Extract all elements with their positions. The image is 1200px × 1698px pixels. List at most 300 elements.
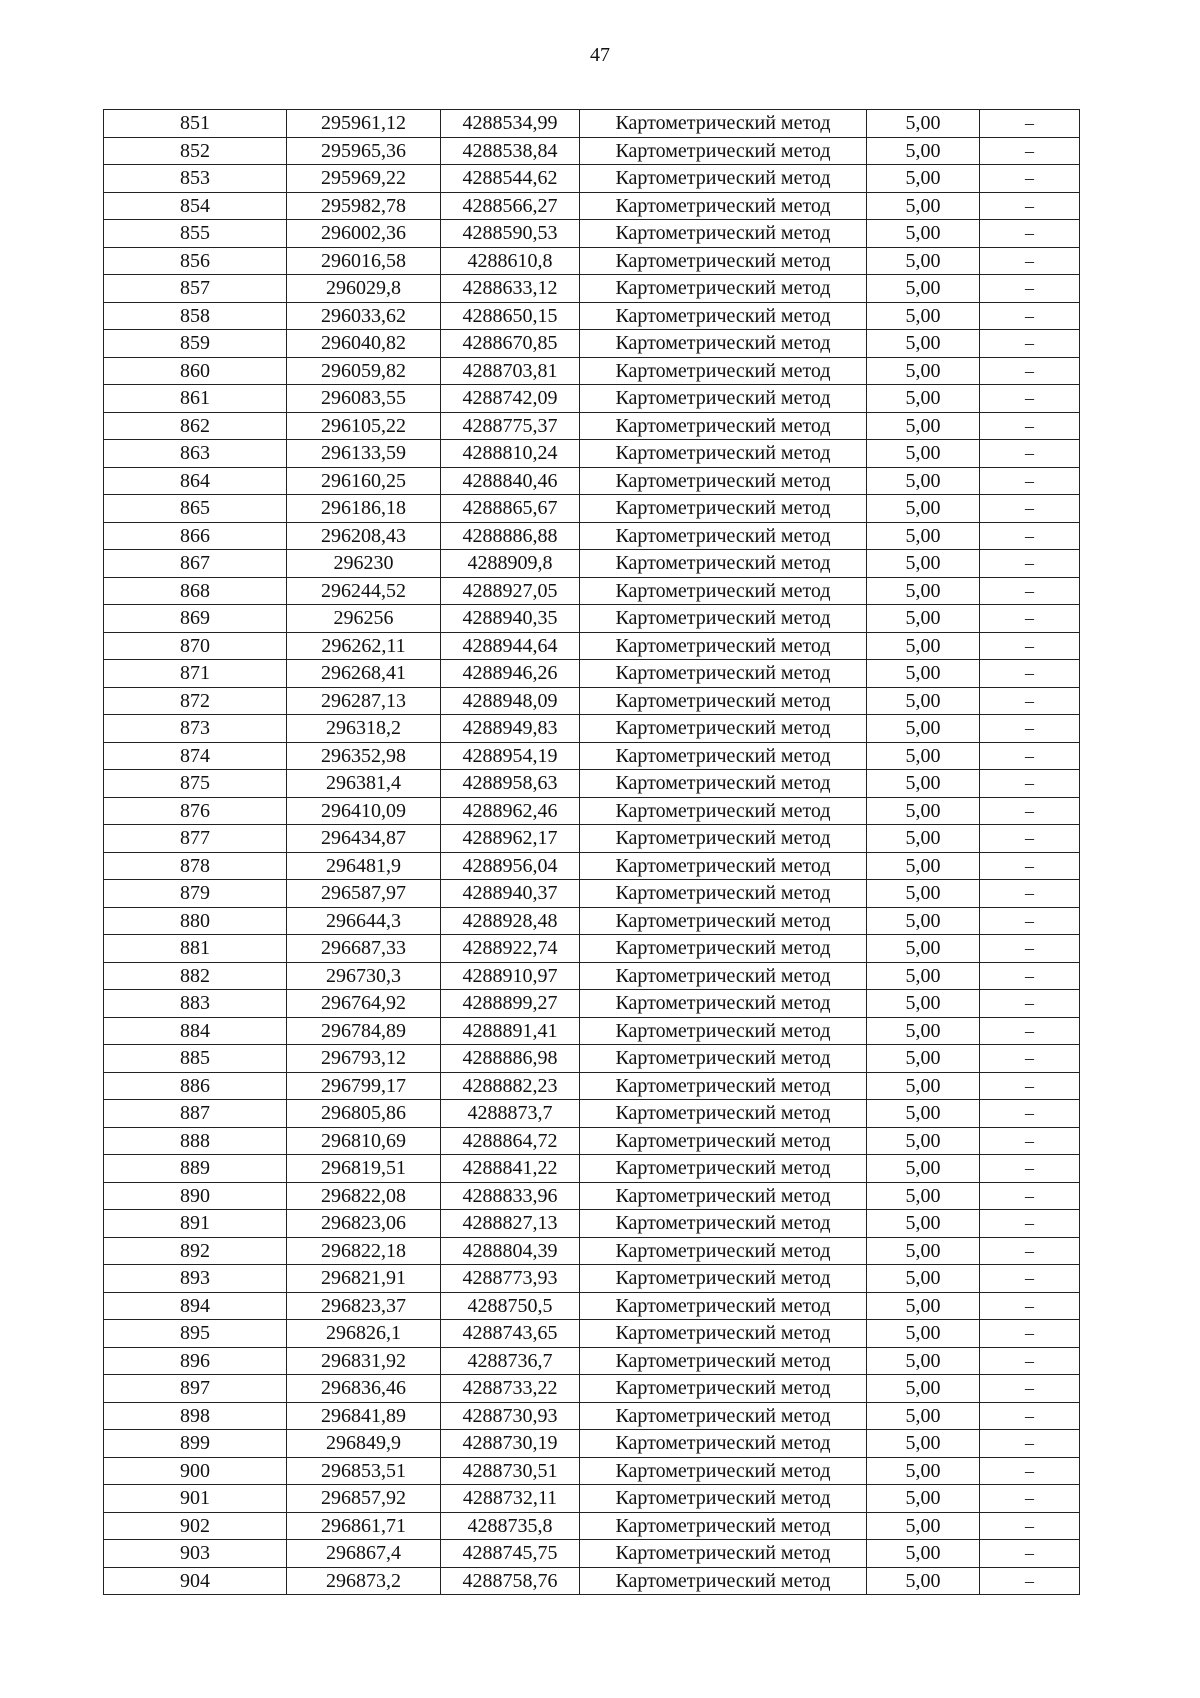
accuracy-cell: 5,00 — [867, 715, 980, 743]
method-cell: Картометрический метод — [580, 1320, 867, 1348]
table-row — [104, 1402, 1080, 1430]
dash-cell: – — [980, 412, 1080, 440]
x-coordinate-cell: 296799,17 — [287, 1072, 441, 1100]
table-row — [104, 742, 1080, 770]
x-coordinate-cell: 296853,51 — [287, 1457, 441, 1485]
point-number-cell: 881 — [104, 935, 287, 963]
table-row — [104, 412, 1080, 440]
y-coordinate-cell: 4288566,27 — [441, 192, 580, 220]
accuracy-cell: 5,00 — [867, 1072, 980, 1100]
accuracy-cell: 5,00 — [867, 1292, 980, 1320]
accuracy-cell: 5,00 — [867, 275, 980, 303]
y-coordinate-cell: 4288538,84 — [441, 137, 580, 165]
point-number-cell: 900 — [104, 1457, 287, 1485]
x-coordinate-cell: 296730,3 — [287, 962, 441, 990]
table-row — [104, 1567, 1080, 1595]
table-row — [104, 907, 1080, 935]
dash-cell: – — [980, 605, 1080, 633]
dash-cell: – — [980, 1265, 1080, 1293]
table-row — [104, 550, 1080, 578]
x-coordinate-cell: 296208,43 — [287, 522, 441, 550]
y-coordinate-cell: 4288732,11 — [441, 1485, 580, 1513]
dash-cell: – — [980, 1402, 1080, 1430]
accuracy-cell: 5,00 — [867, 385, 980, 413]
dash-cell: – — [980, 1567, 1080, 1595]
dash-cell: – — [980, 825, 1080, 853]
point-number-cell: 875 — [104, 770, 287, 798]
method-cell: Картометрический метод — [580, 1402, 867, 1430]
x-coordinate-cell: 296105,22 — [287, 412, 441, 440]
table-row — [104, 1237, 1080, 1265]
y-coordinate-cell: 4288864,72 — [441, 1127, 580, 1155]
y-coordinate-cell: 4288534,99 — [441, 110, 580, 138]
dash-cell: – — [980, 1182, 1080, 1210]
accuracy-cell: 5,00 — [867, 137, 980, 165]
dash-cell: – — [980, 385, 1080, 413]
method-cell: Картометрический метод — [580, 715, 867, 743]
method-cell: Картометрический метод — [580, 440, 867, 468]
accuracy-cell: 5,00 — [867, 687, 980, 715]
x-coordinate-cell: 296810,69 — [287, 1127, 441, 1155]
dash-cell: – — [980, 962, 1080, 990]
y-coordinate-cell: 4288873,7 — [441, 1100, 580, 1128]
point-number-cell: 864 — [104, 467, 287, 495]
accuracy-cell: 5,00 — [867, 1237, 980, 1265]
table-row — [104, 1457, 1080, 1485]
x-coordinate-cell: 296822,18 — [287, 1237, 441, 1265]
point-number-cell: 861 — [104, 385, 287, 413]
table-row — [104, 495, 1080, 523]
table-row — [104, 962, 1080, 990]
point-number-cell: 890 — [104, 1182, 287, 1210]
method-cell: Картометрический метод — [580, 247, 867, 275]
y-coordinate-cell: 4288703,81 — [441, 357, 580, 385]
method-cell: Картометрический метод — [580, 770, 867, 798]
dash-cell: – — [980, 1210, 1080, 1238]
method-cell: Картометрический метод — [580, 907, 867, 935]
method-cell: Картометрический метод — [580, 605, 867, 633]
dash-cell: – — [980, 275, 1080, 303]
accuracy-cell: 5,00 — [867, 1320, 980, 1348]
point-number-cell: 886 — [104, 1072, 287, 1100]
dash-cell: – — [980, 880, 1080, 908]
dash-cell: – — [980, 1127, 1080, 1155]
x-coordinate-cell: 296826,1 — [287, 1320, 441, 1348]
table-row — [104, 1292, 1080, 1320]
dash-cell: – — [980, 577, 1080, 605]
table-row — [104, 1265, 1080, 1293]
accuracy-cell: 5,00 — [867, 1457, 980, 1485]
table-row — [104, 1512, 1080, 1540]
point-number-cell: 867 — [104, 550, 287, 578]
point-number-cell: 858 — [104, 302, 287, 330]
accuracy-cell: 5,00 — [867, 110, 980, 138]
x-coordinate-cell: 296040,82 — [287, 330, 441, 358]
y-coordinate-cell: 4288962,46 — [441, 797, 580, 825]
dash-cell: – — [980, 192, 1080, 220]
y-coordinate-cell: 4288804,39 — [441, 1237, 580, 1265]
method-cell: Картометрический метод — [580, 1072, 867, 1100]
x-coordinate-cell: 296823,06 — [287, 1210, 441, 1238]
table-row — [104, 687, 1080, 715]
y-coordinate-cell: 4288899,27 — [441, 990, 580, 1018]
x-coordinate-cell: 296381,4 — [287, 770, 441, 798]
point-number-cell: 872 — [104, 687, 287, 715]
method-cell: Картометрический метод — [580, 137, 867, 165]
table-row — [104, 220, 1080, 248]
x-coordinate-cell: 296083,55 — [287, 385, 441, 413]
point-number-cell: 894 — [104, 1292, 287, 1320]
y-coordinate-cell: 4288670,85 — [441, 330, 580, 358]
point-number-cell: 852 — [104, 137, 287, 165]
method-cell: Картометрический метод — [580, 797, 867, 825]
point-number-cell: 873 — [104, 715, 287, 743]
table-row — [104, 577, 1080, 605]
x-coordinate-cell: 295961,12 — [287, 110, 441, 138]
y-coordinate-cell: 4288730,51 — [441, 1457, 580, 1485]
table-row — [104, 1320, 1080, 1348]
x-coordinate-cell: 296857,92 — [287, 1485, 441, 1513]
x-coordinate-cell: 296823,37 — [287, 1292, 441, 1320]
table-row — [104, 1430, 1080, 1458]
x-coordinate-cell: 296784,89 — [287, 1017, 441, 1045]
method-cell: Картометрический метод — [580, 1237, 867, 1265]
accuracy-cell: 5,00 — [867, 1430, 980, 1458]
y-coordinate-cell: 4288841,22 — [441, 1155, 580, 1183]
y-coordinate-cell: 4288910,97 — [441, 962, 580, 990]
dash-cell: – — [980, 495, 1080, 523]
coordinates-table — [103, 109, 1080, 1595]
point-number-cell: 899 — [104, 1430, 287, 1458]
table-row — [104, 330, 1080, 358]
method-cell: Картометрический метод — [580, 1485, 867, 1513]
table-row — [104, 1182, 1080, 1210]
y-coordinate-cell: 4288948,09 — [441, 687, 580, 715]
x-coordinate-cell: 296160,25 — [287, 467, 441, 495]
accuracy-cell: 5,00 — [867, 247, 980, 275]
method-cell: Картометрический метод — [580, 742, 867, 770]
x-coordinate-cell: 296822,08 — [287, 1182, 441, 1210]
y-coordinate-cell: 4288730,93 — [441, 1402, 580, 1430]
y-coordinate-cell: 4288633,12 — [441, 275, 580, 303]
x-coordinate-cell: 296861,71 — [287, 1512, 441, 1540]
point-number-cell: 868 — [104, 577, 287, 605]
dash-cell: – — [980, 550, 1080, 578]
method-cell: Картометрический метод — [580, 1457, 867, 1485]
y-coordinate-cell: 4288840,46 — [441, 467, 580, 495]
dash-cell: – — [980, 1347, 1080, 1375]
y-coordinate-cell: 4288736,7 — [441, 1347, 580, 1375]
x-coordinate-cell: 296016,58 — [287, 247, 441, 275]
y-coordinate-cell: 4288927,05 — [441, 577, 580, 605]
table-row — [104, 880, 1080, 908]
point-number-cell: 866 — [104, 522, 287, 550]
x-coordinate-cell: 296268,41 — [287, 660, 441, 688]
point-number-cell: 854 — [104, 192, 287, 220]
x-coordinate-cell: 296841,89 — [287, 1402, 441, 1430]
y-coordinate-cell: 4288810,24 — [441, 440, 580, 468]
accuracy-cell: 5,00 — [867, 302, 980, 330]
dash-cell: – — [980, 687, 1080, 715]
y-coordinate-cell: 4288949,83 — [441, 715, 580, 743]
point-number-cell: 869 — [104, 605, 287, 633]
y-coordinate-cell: 4288956,04 — [441, 852, 580, 880]
point-number-cell: 893 — [104, 1265, 287, 1293]
x-coordinate-cell: 296262,11 — [287, 632, 441, 660]
dash-cell: – — [980, 247, 1080, 275]
dash-cell: – — [980, 302, 1080, 330]
x-coordinate-cell: 296873,2 — [287, 1567, 441, 1595]
dash-cell: – — [980, 1292, 1080, 1320]
point-number-cell: 878 — [104, 852, 287, 880]
point-number-cell: 882 — [104, 962, 287, 990]
table-row — [104, 110, 1080, 138]
method-cell: Картометрический метод — [580, 550, 867, 578]
accuracy-cell: 5,00 — [867, 1347, 980, 1375]
x-coordinate-cell: 296133,59 — [287, 440, 441, 468]
method-cell: Картометрический метод — [580, 1265, 867, 1293]
accuracy-cell: 5,00 — [867, 1512, 980, 1540]
y-coordinate-cell: 4288650,15 — [441, 302, 580, 330]
y-coordinate-cell: 4288891,41 — [441, 1017, 580, 1045]
accuracy-cell: 5,00 — [867, 935, 980, 963]
table-row — [104, 935, 1080, 963]
dash-cell: – — [980, 357, 1080, 385]
table-row — [104, 275, 1080, 303]
method-cell: Картометрический метод — [580, 467, 867, 495]
point-number-cell: 855 — [104, 220, 287, 248]
table-row — [104, 770, 1080, 798]
table-row — [104, 852, 1080, 880]
table-row — [104, 165, 1080, 193]
x-coordinate-cell: 296186,18 — [287, 495, 441, 523]
point-number-cell: 883 — [104, 990, 287, 1018]
table-row — [104, 715, 1080, 743]
x-coordinate-cell: 296481,9 — [287, 852, 441, 880]
point-number-cell: 901 — [104, 1485, 287, 1513]
method-cell: Картометрический метод — [580, 330, 867, 358]
point-number-cell: 871 — [104, 660, 287, 688]
y-coordinate-cell: 4288735,8 — [441, 1512, 580, 1540]
method-cell: Картометрический метод — [580, 1017, 867, 1045]
accuracy-cell: 5,00 — [867, 660, 980, 688]
point-number-cell: 870 — [104, 632, 287, 660]
x-coordinate-cell: 296244,52 — [287, 577, 441, 605]
accuracy-cell: 5,00 — [867, 357, 980, 385]
accuracy-cell: 5,00 — [867, 797, 980, 825]
point-number-cell: 885 — [104, 1045, 287, 1073]
dash-cell: – — [980, 1017, 1080, 1045]
method-cell: Картометрический метод — [580, 962, 867, 990]
point-number-cell: 862 — [104, 412, 287, 440]
method-cell: Картометрический метод — [580, 660, 867, 688]
accuracy-cell: 5,00 — [867, 962, 980, 990]
method-cell: Картометрический метод — [580, 412, 867, 440]
x-coordinate-cell: 296410,09 — [287, 797, 441, 825]
accuracy-cell: 5,00 — [867, 1375, 980, 1403]
accuracy-cell: 5,00 — [867, 770, 980, 798]
point-number-cell: 891 — [104, 1210, 287, 1238]
accuracy-cell: 5,00 — [867, 1155, 980, 1183]
point-number-cell: 860 — [104, 357, 287, 385]
y-coordinate-cell: 4288833,96 — [441, 1182, 580, 1210]
table-row — [104, 522, 1080, 550]
method-cell: Картометрический метод — [580, 522, 867, 550]
table-row — [104, 1485, 1080, 1513]
table-row — [104, 440, 1080, 468]
method-cell: Картометрический метод — [580, 495, 867, 523]
y-coordinate-cell: 4288954,19 — [441, 742, 580, 770]
x-coordinate-cell: 296029,8 — [287, 275, 441, 303]
x-coordinate-cell: 296831,92 — [287, 1347, 441, 1375]
method-cell: Картометрический метод — [580, 357, 867, 385]
accuracy-cell: 5,00 — [867, 467, 980, 495]
y-coordinate-cell: 4288962,17 — [441, 825, 580, 853]
table-row — [104, 1100, 1080, 1128]
dash-cell: – — [980, 1512, 1080, 1540]
y-coordinate-cell: 4288882,23 — [441, 1072, 580, 1100]
table-row — [104, 192, 1080, 220]
dash-cell: – — [980, 220, 1080, 248]
method-cell: Картометрический метод — [580, 852, 867, 880]
dash-cell: – — [980, 1045, 1080, 1073]
x-coordinate-cell: 296587,97 — [287, 880, 441, 908]
coordinates-table-body — [104, 110, 1080, 1595]
y-coordinate-cell: 4288743,65 — [441, 1320, 580, 1348]
y-coordinate-cell: 4288544,62 — [441, 165, 580, 193]
table-row — [104, 137, 1080, 165]
point-number-cell: 903 — [104, 1540, 287, 1568]
y-coordinate-cell: 4288865,67 — [441, 495, 580, 523]
x-coordinate-cell: 296819,51 — [287, 1155, 441, 1183]
method-cell: Картометрический метод — [580, 165, 867, 193]
method-cell: Картометрический метод — [580, 687, 867, 715]
dash-cell: – — [980, 440, 1080, 468]
table-row — [104, 1540, 1080, 1568]
table-row — [104, 1155, 1080, 1183]
method-cell: Картометрический метод — [580, 1430, 867, 1458]
y-coordinate-cell: 4288773,93 — [441, 1265, 580, 1293]
y-coordinate-cell: 4288922,74 — [441, 935, 580, 963]
dash-cell: – — [980, 907, 1080, 935]
accuracy-cell: 5,00 — [867, 1567, 980, 1595]
method-cell: Картометрический метод — [580, 1045, 867, 1073]
point-number-cell: 902 — [104, 1512, 287, 1540]
accuracy-cell: 5,00 — [867, 412, 980, 440]
table-row — [104, 1127, 1080, 1155]
page-number: 47 — [590, 44, 610, 66]
method-cell: Картометрический метод — [580, 1127, 867, 1155]
dash-cell: – — [980, 1072, 1080, 1100]
point-number-cell: 895 — [104, 1320, 287, 1348]
table-row — [104, 1045, 1080, 1073]
point-number-cell: 898 — [104, 1402, 287, 1430]
method-cell: Картометрический метод — [580, 192, 867, 220]
table-row — [104, 1375, 1080, 1403]
method-cell: Картометрический метод — [580, 220, 867, 248]
x-coordinate-cell: 295982,78 — [287, 192, 441, 220]
point-number-cell: 874 — [104, 742, 287, 770]
accuracy-cell: 5,00 — [867, 1045, 980, 1073]
method-cell: Картометрический метод — [580, 1512, 867, 1540]
y-coordinate-cell: 4288742,09 — [441, 385, 580, 413]
method-cell: Картометрический метод — [580, 577, 867, 605]
accuracy-cell: 5,00 — [867, 577, 980, 605]
y-coordinate-cell: 4288940,35 — [441, 605, 580, 633]
x-coordinate-cell: 296687,33 — [287, 935, 441, 963]
x-coordinate-cell: 296033,62 — [287, 302, 441, 330]
y-coordinate-cell: 4288958,63 — [441, 770, 580, 798]
accuracy-cell: 5,00 — [867, 1210, 980, 1238]
point-number-cell: 889 — [104, 1155, 287, 1183]
table-row — [104, 357, 1080, 385]
table-row — [104, 825, 1080, 853]
point-number-cell: 851 — [104, 110, 287, 138]
table-row — [104, 247, 1080, 275]
y-coordinate-cell: 4288928,48 — [441, 907, 580, 935]
method-cell: Картометрический метод — [580, 1210, 867, 1238]
method-cell: Картометрический метод — [580, 1540, 867, 1568]
table-row — [104, 1210, 1080, 1238]
y-coordinate-cell: 4288750,5 — [441, 1292, 580, 1320]
dash-cell: – — [980, 1237, 1080, 1265]
method-cell: Картометрический метод — [580, 1292, 867, 1320]
dash-cell: – — [980, 935, 1080, 963]
method-cell: Картометрический метод — [580, 990, 867, 1018]
accuracy-cell: 5,00 — [867, 192, 980, 220]
method-cell: Картометрический метод — [580, 632, 867, 660]
method-cell: Картометрический метод — [580, 1182, 867, 1210]
accuracy-cell: 5,00 — [867, 1540, 980, 1568]
y-coordinate-cell: 4288827,13 — [441, 1210, 580, 1238]
point-number-cell: 904 — [104, 1567, 287, 1595]
y-coordinate-cell: 4288758,76 — [441, 1567, 580, 1595]
table-row — [104, 385, 1080, 413]
point-number-cell: 859 — [104, 330, 287, 358]
dash-cell: – — [980, 522, 1080, 550]
x-coordinate-cell: 296849,9 — [287, 1430, 441, 1458]
dash-cell: – — [980, 770, 1080, 798]
accuracy-cell: 5,00 — [867, 522, 980, 550]
accuracy-cell: 5,00 — [867, 742, 980, 770]
accuracy-cell: 5,00 — [867, 550, 980, 578]
point-number-cell: 888 — [104, 1127, 287, 1155]
y-coordinate-cell: 4288886,88 — [441, 522, 580, 550]
accuracy-cell: 5,00 — [867, 165, 980, 193]
accuracy-cell: 5,00 — [867, 825, 980, 853]
accuracy-cell: 5,00 — [867, 852, 980, 880]
dash-cell: – — [980, 660, 1080, 688]
dash-cell: – — [980, 1320, 1080, 1348]
method-cell: Картометрический метод — [580, 275, 867, 303]
method-cell: Картометрический метод — [580, 1567, 867, 1595]
dash-cell: – — [980, 632, 1080, 660]
dash-cell: – — [980, 467, 1080, 495]
method-cell: Картометрический метод — [580, 1347, 867, 1375]
x-coordinate-cell: 296805,86 — [287, 1100, 441, 1128]
point-number-cell: 877 — [104, 825, 287, 853]
x-coordinate-cell: 295969,22 — [287, 165, 441, 193]
point-number-cell: 857 — [104, 275, 287, 303]
method-cell: Картометрический метод — [580, 935, 867, 963]
method-cell: Картометрический метод — [580, 1100, 867, 1128]
accuracy-cell: 5,00 — [867, 440, 980, 468]
x-coordinate-cell: 296434,87 — [287, 825, 441, 853]
point-number-cell: 863 — [104, 440, 287, 468]
x-coordinate-cell: 296821,91 — [287, 1265, 441, 1293]
x-coordinate-cell: 296059,82 — [287, 357, 441, 385]
dash-cell: – — [980, 1155, 1080, 1183]
